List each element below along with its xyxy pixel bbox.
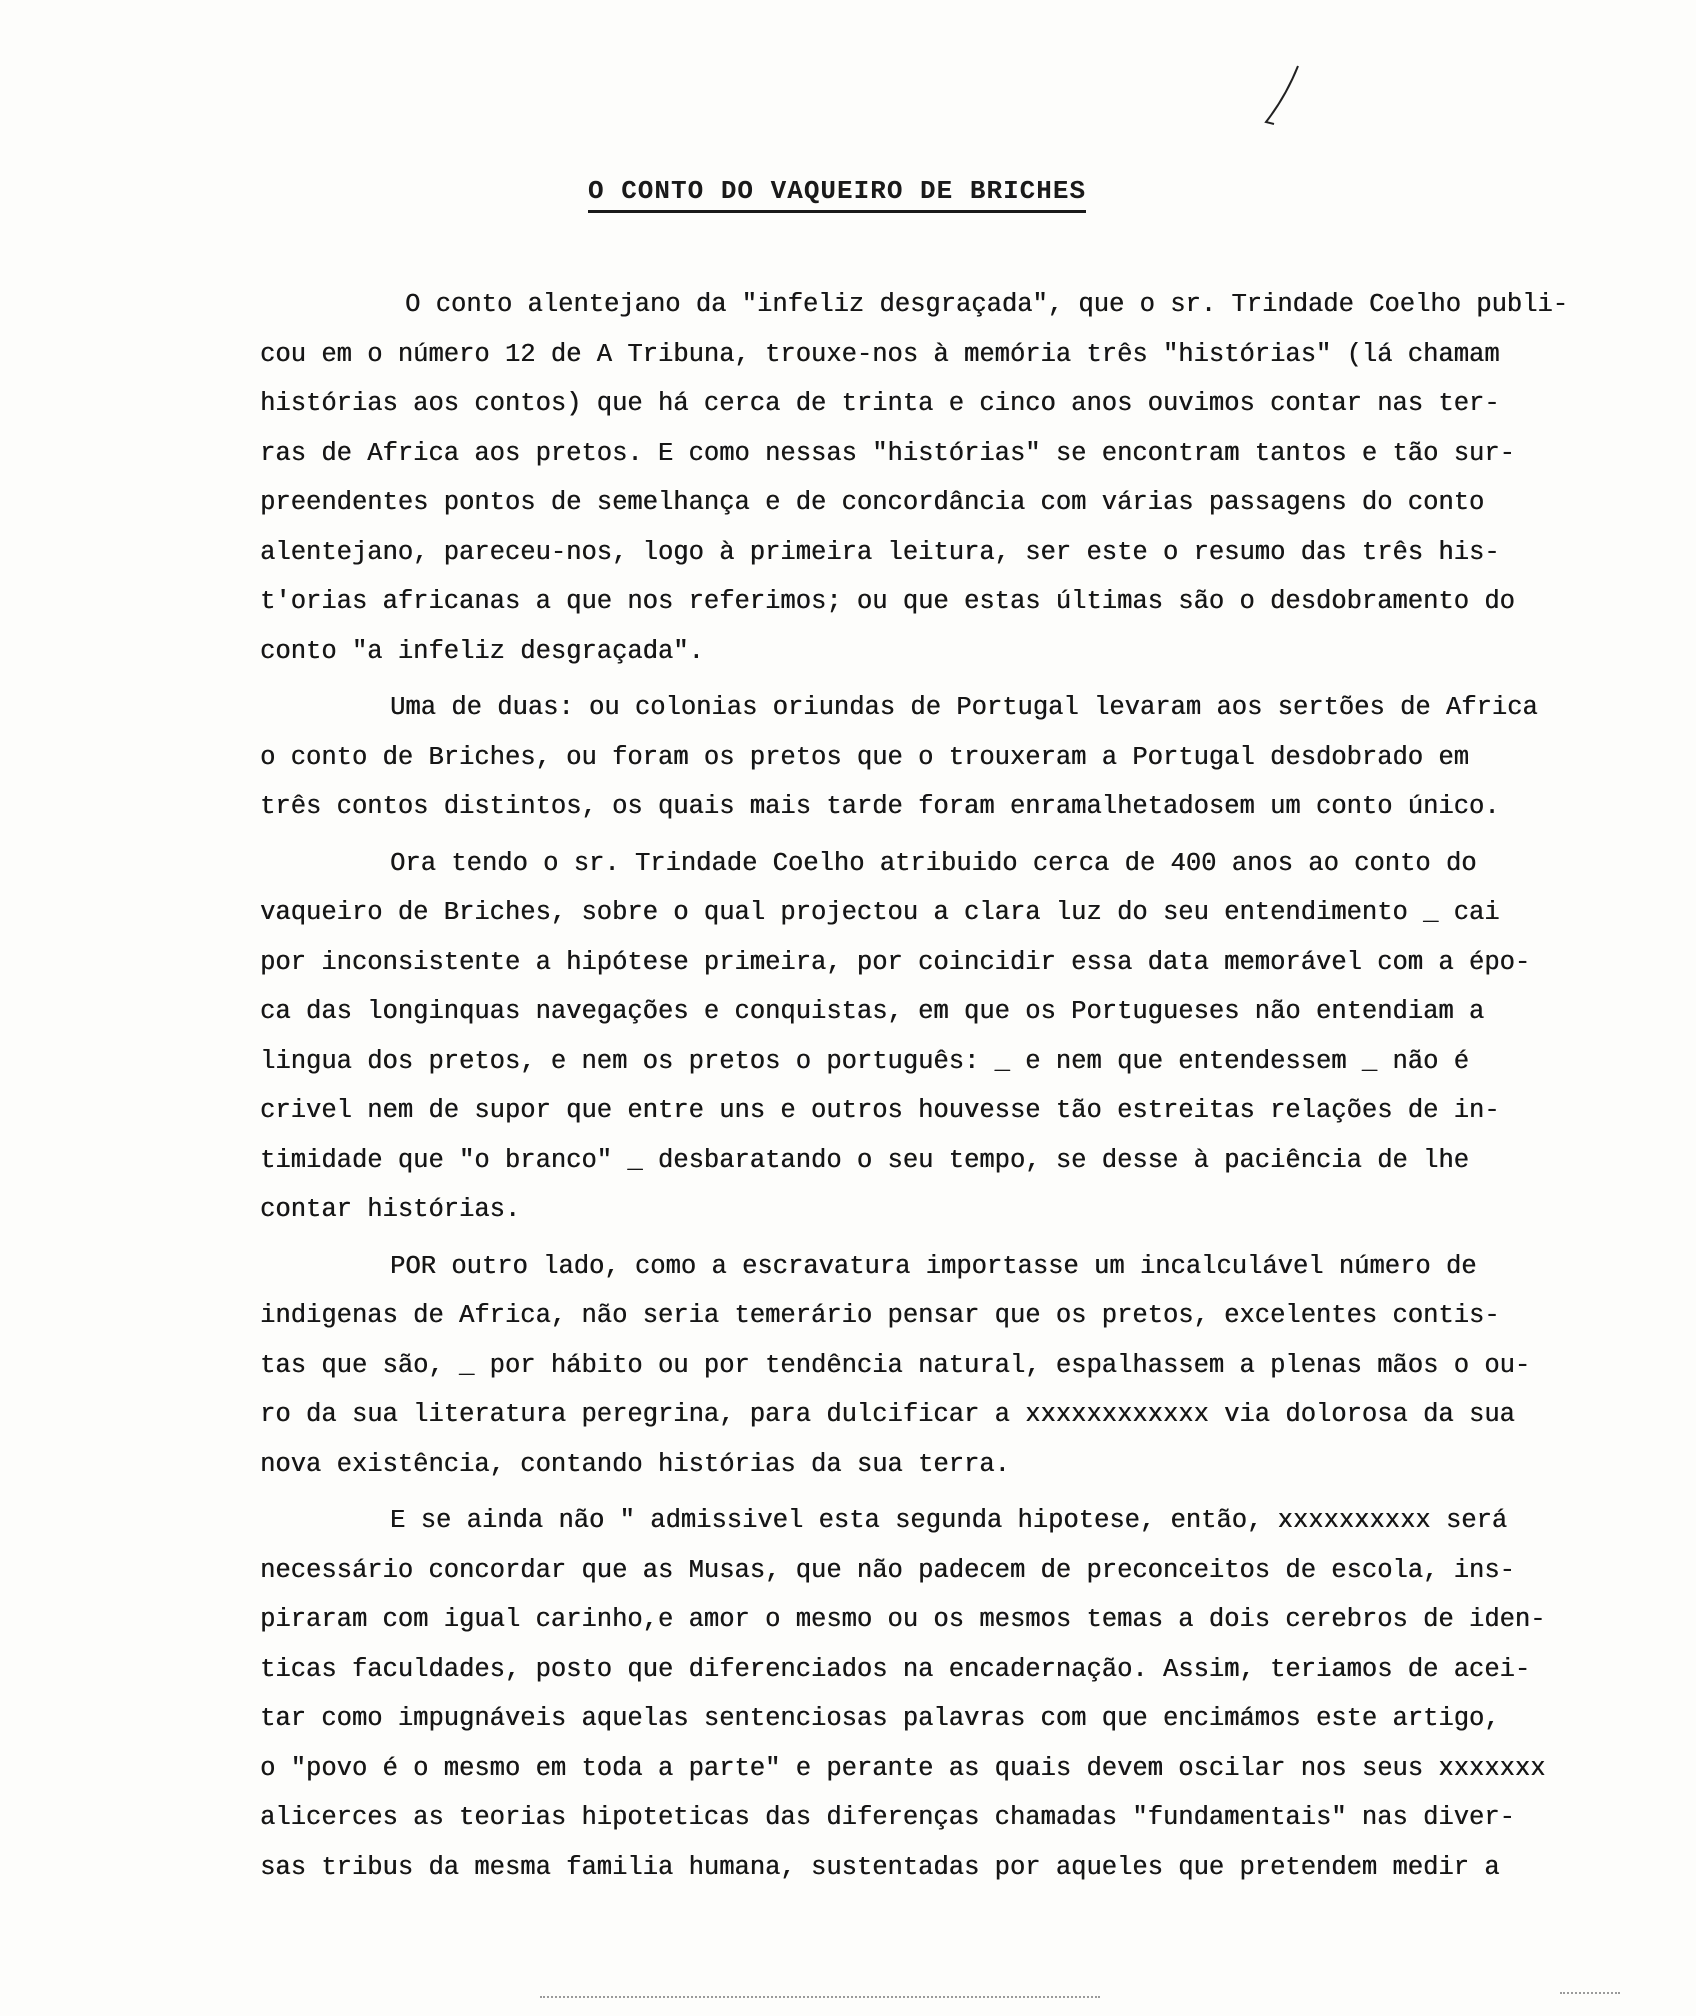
text-line: ca das longinquas navegações e conquistas, em que os Portugueses não entendiam a bbox=[260, 997, 1485, 1026]
text-line: piraram com igual carinho,e amor o mesmo ou os mesmos temas a dois cerebros de iden- bbox=[260, 1605, 1546, 1634]
text-line: t'orias africanas a que nos referimos; ou que estas últimas são o desdobramento do bbox=[260, 587, 1515, 616]
text-line: necessário concordar que as Musas, que não padecem de preconceitos de escola, ins- bbox=[260, 1555, 1515, 1585]
text-line: alicerces as teorias hipoteticas das diferenças chamadas "fundamentais" nas diver- bbox=[260, 1803, 1515, 1832]
text-line: ras de Africa aos pretos. E como nessas "histórias" se encontram tantos e tão sur- bbox=[260, 438, 1515, 468]
document-title: O CONTO DO VAQUEIRO DE BRICHES bbox=[588, 176, 1086, 213]
text-line: E se ainda não " admissivel esta segunda hipotese, então, xxxxxxxxxx será bbox=[390, 1506, 1508, 1535]
text-line: ticas faculdades, posto que diferenciados na encadernação. Assim, teriamos de acei- bbox=[260, 1654, 1531, 1684]
text-line: ro da sua literatura peregrina, para dulcificar a xxxxxxxxxxxx via dolorosa da sua bbox=[260, 1400, 1515, 1429]
pen-stroke-mark bbox=[1262, 64, 1302, 128]
text-line: histórias aos contos) que há cerca de trinta e cinco anos ouvimos contar nas ter- bbox=[260, 389, 1500, 418]
text-line: crivel nem de supor que entre uns e outros houvesse tão estreitas relações de in- bbox=[260, 1096, 1500, 1125]
paragraph-5 bbox=[260, 1496, 1640, 1892]
text-line: cou em o número 12 de A Tribuna, trouxe-nos à memória três "histórias" (lá chamam bbox=[260, 339, 1500, 369]
text-line: vaqueiro de Briches, sobre o qual projectou a clara luz do seu entendimento _ cai bbox=[260, 898, 1500, 927]
text-line: nova existência, contando histórias da sua terra. bbox=[260, 1449, 1010, 1479]
paragraph-1 bbox=[260, 280, 1640, 676]
text-line: O conto alentejano da "infeliz desgraçada", que o sr. Trindade Coelho publi- bbox=[405, 290, 1568, 319]
text-line: preendentes pontos de semelhança e de concordância com várias passagens do conto bbox=[260, 488, 1485, 517]
scan-artifact-dots bbox=[540, 1996, 1100, 2001]
text-line: alentejano, pareceu-nos, logo à primeira leitura, ser este o resumo das três his- bbox=[260, 537, 1500, 567]
document-body bbox=[260, 280, 1640, 1899]
text-line: por inconsistente a hipótese primeira, por coincidir essa data memorável com a épo- bbox=[260, 947, 1531, 977]
text-line: o conto de Briches, ou foram os pretos que o trouxeram a Portugal desdobrado em bbox=[260, 742, 1469, 772]
text-line: contar histórias. bbox=[260, 1195, 521, 1224]
text-line: lingua dos pretos, e nem os pretos o português: _ e nem que entendessem _ não é bbox=[260, 1046, 1469, 1076]
scan-artifact-dots bbox=[1560, 1992, 1620, 1996]
text-line: Uma de duas: ou colonias oriundas de Portugal levaram aos sertões de Africa bbox=[390, 693, 1538, 722]
text-line: Ora tendo o sr. Trindade Coelho atribuido cerca de 400 anos ao conto do bbox=[390, 848, 1477, 878]
text-line: indigenas de Africa, não seria temerário pensar que os pretos, excelentes contis- bbox=[260, 1301, 1500, 1330]
text-line: POR outro lado, como a escravatura importasse um incalculável número de bbox=[390, 1251, 1477, 1281]
text-line: timidade que "o branco" _ desbaratando o seu tempo, se desse à paciência de lhe bbox=[260, 1145, 1469, 1175]
text-line: conto "a infeliz desgraçada". bbox=[260, 636, 704, 666]
paragraph-2 bbox=[260, 683, 1640, 832]
paragraph-4 bbox=[260, 1242, 1640, 1490]
text-line: tas que são, _ por hábito ou por tendência natural, espalhassem a plenas mãos o ou- bbox=[260, 1350, 1531, 1380]
text-line: o "povo é o mesmo em toda a parte" e perante as quais devem oscilar nos seus xxxxxxx bbox=[260, 1753, 1546, 1783]
text-line: tar como impugnáveis aquelas sentenciosas palavras com que encimámos este artigo, bbox=[260, 1704, 1500, 1733]
paragraph-3 bbox=[260, 839, 1640, 1235]
text-line: sas tribus da mesma familia humana, sustentadas por aqueles que pretendem medir a bbox=[260, 1852, 1500, 1882]
text-line: três contos distintos, os quais mais tarde foram enramalhetadosem um conto único. bbox=[260, 792, 1500, 821]
